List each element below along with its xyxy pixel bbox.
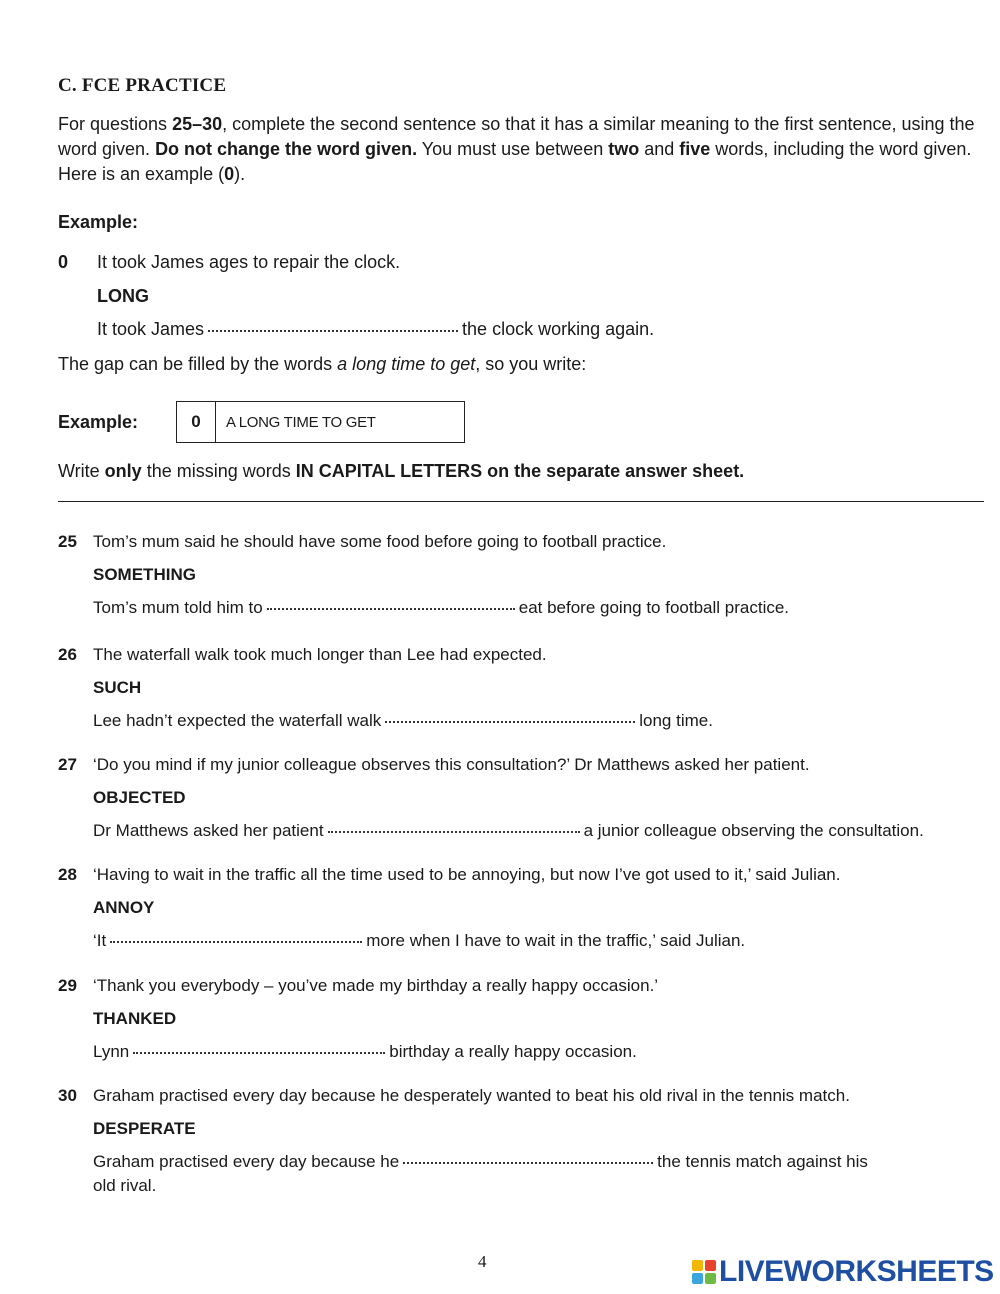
logo-tile [705, 1273, 716, 1284]
logo-tiles-icon [692, 1260, 716, 1284]
question-number: 25 [58, 532, 77, 551]
question-27 [58, 755, 978, 845]
question-sentence: ‘Do you mind if my junior colleague observes this consultation?’ Dr Matthews asked her patient. [93, 755, 810, 774]
example-explanation: The gap can be filled by the words a long time to get, so you write: [58, 354, 587, 374]
example-answer-box [176, 401, 465, 443]
question-26 [58, 645, 978, 735]
question-sentence: ‘Having to wait in the traffic all the time used to be annoying, but now I’ve got used to it,’ said Julian. [93, 865, 841, 884]
example-label: Example: [58, 212, 139, 232]
question-rewrite: Dr Matthews asked her patient a junior colleague observing the consultation. [93, 821, 924, 840]
question-keyword: THANKED [93, 1009, 177, 1028]
question-rewrite: Lynn birthday a really happy occasion. [93, 1042, 637, 1061]
example-number: 0 [58, 252, 69, 272]
example-answer-gap [208, 329, 458, 332]
question-keyword: ANNOY [93, 898, 155, 917]
question-keyword: SOMETHING [93, 565, 196, 584]
divider [58, 501, 984, 502]
question-30 [58, 1086, 978, 1201]
page-number: 4 [478, 1252, 487, 1271]
question-rewrite-continuation: old rival. [93, 1176, 157, 1195]
question-number: 29 [58, 976, 77, 995]
answer-gap[interactable] [133, 1051, 385, 1054]
question-keyword: DESPERATE [93, 1119, 196, 1138]
question-rewrite: ‘It more when I have to wait in the traffic,’ said Julian. [93, 931, 746, 950]
question-sentence: ‘Thank you everybody – you’ve made my birthday a really happy occasion.’ [93, 976, 659, 995]
example-box-label: Example: [58, 411, 139, 432]
answer-gap[interactable] [403, 1161, 653, 1164]
question-number: 27 [58, 755, 77, 774]
question-sentence: The waterfall walk took much longer than Lee had expected. [93, 645, 547, 664]
answer-gap[interactable] [110, 940, 362, 943]
answer-gap[interactable] [385, 720, 635, 723]
question-rewrite: Graham practised every day because he the tennis match against his [93, 1152, 868, 1171]
question-rewrite: Tom’s mum told him to eat before going to football practice. [93, 598, 790, 617]
answer-gap[interactable] [328, 830, 580, 833]
liveworksheets-logo [692, 1255, 994, 1289]
example-sentence: It took James the clock working again. [97, 319, 655, 339]
question-number: 28 [58, 865, 77, 884]
question-29 [58, 976, 978, 1066]
question-25 [58, 532, 978, 622]
question-keyword: OBJECTED [93, 788, 186, 807]
question-sentence: Graham practised every day because he desperately wanted to beat his old rival in the tennis match. [93, 1086, 850, 1105]
example-question: It took James ages to repair the clock. [97, 252, 401, 272]
logo-text: LIVEWORKSHEETS [719, 1255, 994, 1288]
question-sentence: Tom’s mum said he should have some food before going to football practice. [93, 532, 667, 551]
question-rewrite: Lee hadn’t expected the waterfall walk long time. [93, 711, 713, 730]
logo-tile [705, 1260, 716, 1271]
instructions: For questions 25–30, complete the second sentence so that it has a similar meaning to the first sentence, using the word given. Do not change the word given. You must use between two and five words, including the word given. Here is an example (0). [58, 114, 975, 184]
example-keyword: LONG [97, 286, 149, 306]
question-number: 30 [58, 1086, 77, 1105]
example-box-answer: A LONG TIME TO GET [226, 413, 376, 431]
question-number: 26 [58, 645, 77, 664]
question-keyword: SUCH [93, 678, 142, 697]
logo-tile [692, 1260, 703, 1271]
answer-gap[interactable] [267, 607, 515, 610]
example-box-number: 0 [177, 402, 216, 442]
example-answer-row [58, 401, 465, 443]
logo-tile [692, 1273, 703, 1284]
answer-instruction: Write only the missing words IN CAPITAL LETTERS on the separate answer sheet. [58, 461, 745, 481]
question-28 [58, 865, 978, 955]
section-title: C. FCE PRACTICE [58, 75, 227, 96]
